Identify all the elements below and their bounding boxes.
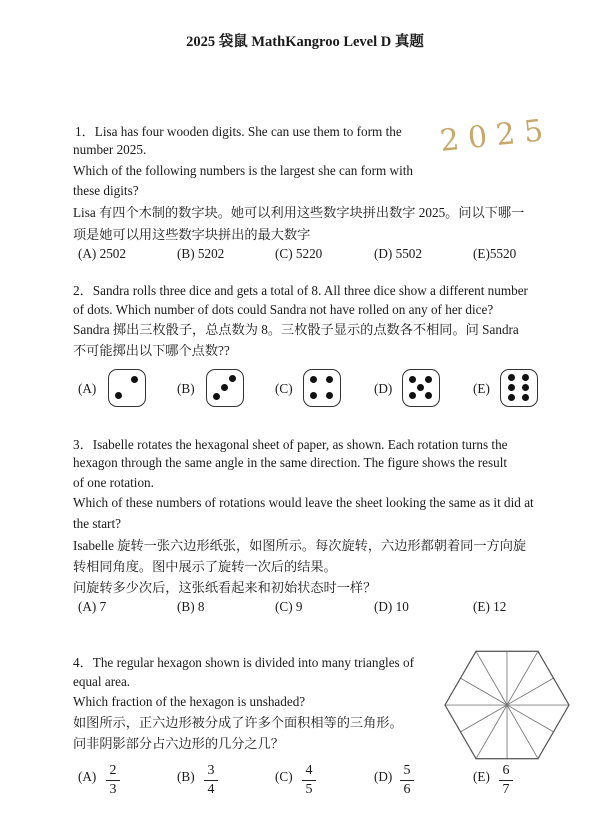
q1-line: these digits? — [73, 183, 139, 198]
die-pip — [131, 376, 138, 383]
q4-option-e[interactable]: (E) — [473, 769, 490, 784]
q3-line: 3．Isabelle rotates the hexagonal sheet of paper, as shown. Each rotation turns the — [73, 437, 508, 452]
q2-option-e[interactable]: (E) — [473, 381, 490, 396]
q4-line: 问非阴影部分占六边形的几分之几？ — [73, 736, 284, 751]
die-pip — [508, 374, 515, 381]
q2-option-b[interactable]: (B) — [177, 381, 195, 396]
die-pip — [417, 384, 424, 391]
die-face-icon[interactable] — [206, 369, 244, 407]
q4-fraction-a — [106, 763, 120, 798]
q4-option-b[interactable]: (B) — [177, 769, 195, 784]
die-pip — [221, 384, 228, 391]
q3-option-e[interactable]: (E) 12 — [473, 599, 507, 614]
page-title: 2025 袋鼠 MathKangroo Level D 真题 — [186, 34, 424, 50]
q1-line: number 2025. — [73, 142, 147, 157]
numerator: 6 — [502, 763, 510, 778]
q4-line: 如图所示，正六边形被分成了许多个面积相等的三角形。 — [73, 715, 403, 730]
q4-fraction-c — [302, 763, 316, 798]
denominator: 4 — [207, 782, 215, 797]
denominator: 6 — [403, 782, 411, 797]
q1-option-b[interactable]: (B) 5202 — [177, 246, 225, 261]
q1-line: 1．Lisa has four wooden digits. She can use them to form the — [75, 124, 402, 139]
q4-option-a[interactable]: (A) — [78, 769, 97, 784]
q2-option-c[interactable]: (C) — [275, 381, 293, 396]
q3-line: 问旋转多少次后，这张纸看起来和初始状态时一样？ — [73, 580, 377, 595]
q4-line: equal area. — [73, 674, 131, 689]
denominator: 3 — [109, 782, 117, 797]
q3-line: 转相同角度。图中展示了旋转一次后的结果。 — [73, 559, 337, 574]
q2-line: Sandra 掷出三枚骰子，总点数为 8。三枚骰子显示的点数各不相同。问 Sandra — [73, 322, 519, 337]
denominator: 5 — [305, 782, 313, 797]
year-decoration: 2025 — [438, 112, 554, 159]
q1-option-e[interactable]: (E)5520 — [473, 246, 517, 261]
hexagon-figure — [443, 648, 571, 762]
q4-line: Which fraction of the hexagon is unshaded? — [73, 694, 306, 709]
numerator: 2 — [109, 763, 117, 778]
q3-line: of one rotation. — [73, 475, 154, 490]
die-pip — [425, 392, 432, 399]
die-pip — [310, 392, 317, 399]
q4-line: 4．The regular hexagon shown is divided into many triangles of — [73, 655, 414, 670]
q4-fraction-e — [499, 763, 513, 798]
q1-option-d[interactable]: (D) 5502 — [374, 246, 422, 261]
die-pip — [522, 374, 529, 381]
q1-line: Which of the following numbers is the largest she can form with — [73, 163, 413, 178]
q1-option-c[interactable]: (C) 5220 — [275, 246, 323, 261]
q2-line: of dots. Which number of dots could Sandra not have rolled on any of her dice? — [73, 302, 494, 317]
q2-line: 不可能掷出以下哪个点数?? — [73, 343, 230, 358]
numerator: 3 — [207, 763, 215, 778]
q3-line: the start? — [73, 516, 121, 531]
die-pip — [522, 384, 529, 391]
die-pip — [425, 376, 432, 383]
die-pip — [326, 392, 333, 399]
die-face-icon[interactable] — [303, 369, 341, 407]
die-pip — [522, 394, 529, 401]
q1-option-a[interactable]: (A) 2502 — [78, 246, 126, 261]
q3-line: Isabelle 旋转一张六边形纸张，如图所示。每次旋转，六边形都朝着同一方向旋 — [73, 538, 527, 553]
q2-line: 2．Sandra rolls three dice and gets a total of 8. All three dice show a different number — [73, 283, 528, 298]
q1-line: 项是她可以用这些数字块拼出的最大数字 — [73, 227, 311, 242]
die-face-icon[interactable] — [108, 369, 146, 407]
die-pip — [409, 392, 416, 399]
q3-option-a[interactable]: (A) 7 — [78, 599, 107, 614]
q3-line: hexagon through the same angle in the same direction. The figure shows the result — [73, 455, 508, 470]
q2-option-d[interactable]: (D) — [374, 381, 393, 396]
die-pip — [310, 376, 317, 383]
q1-line: Lisa 有四个木制的数字块。她可以利用这些数字块拼出数字 2025。问以下哪一 — [73, 205, 525, 220]
die-pip — [409, 376, 416, 383]
numerator: 4 — [305, 763, 313, 778]
die-pip — [326, 376, 333, 383]
q4-fraction-b — [204, 763, 218, 798]
die-face-icon[interactable] — [402, 369, 440, 407]
q4-fraction-d — [400, 763, 414, 798]
hexagon-triangles — [445, 651, 569, 758]
q3-line: Which of these numbers of rotations would leave the sheet looking the same as it did at — [73, 495, 534, 510]
q4-option-d[interactable]: (D) — [374, 769, 393, 784]
die-pip — [508, 394, 515, 401]
numerator: 5 — [403, 763, 411, 778]
q3-option-d[interactable]: (D) 10 — [374, 599, 409, 614]
die-pip — [508, 384, 515, 391]
q3-option-b[interactable]: (B) 8 — [177, 599, 205, 614]
q3-option-c[interactable]: (C) 9 — [275, 599, 303, 614]
q4-option-c[interactable]: (C) — [275, 769, 293, 784]
die-pip — [229, 375, 236, 382]
q2-option-a[interactable]: (A) — [78, 381, 97, 396]
die-pip — [115, 392, 122, 399]
die-pip — [213, 393, 220, 400]
denominator: 7 — [502, 782, 510, 797]
die-face-icon[interactable] — [500, 369, 538, 407]
